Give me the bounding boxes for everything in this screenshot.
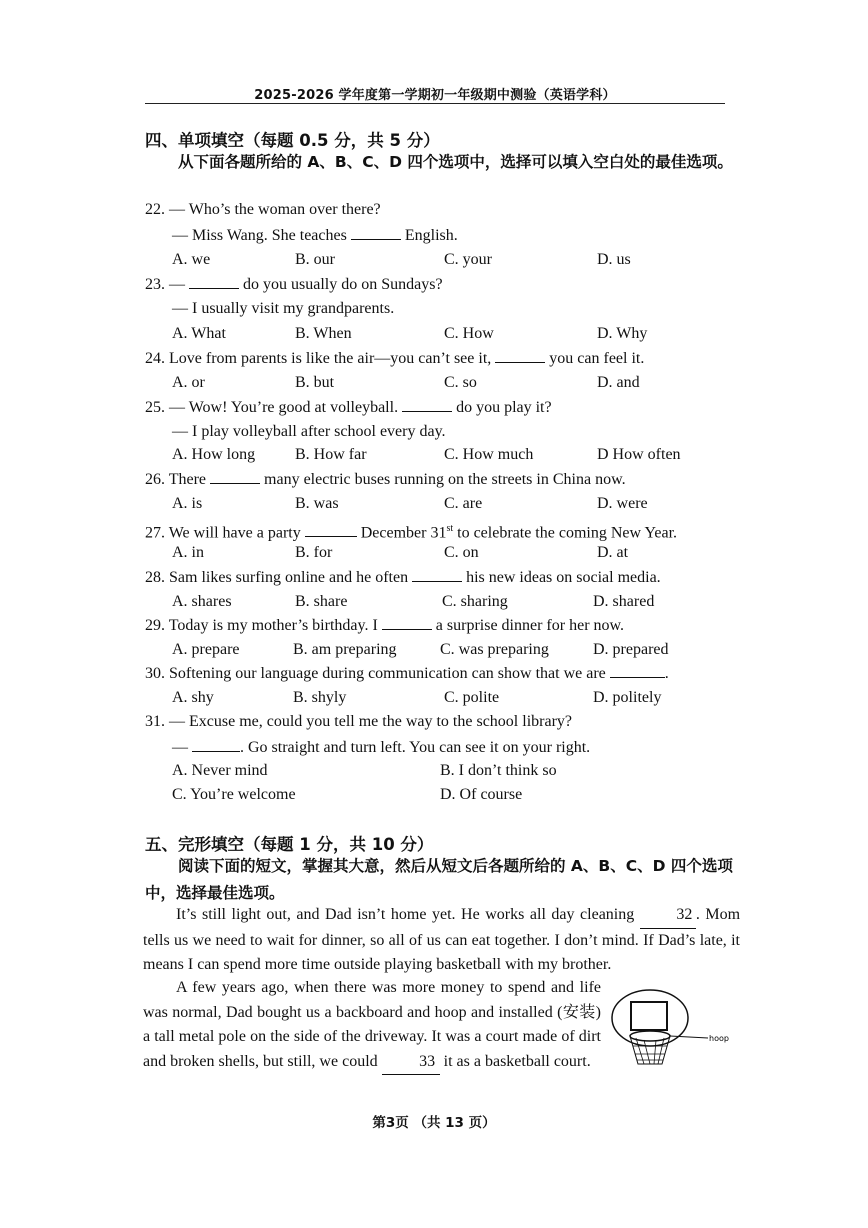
- basketball-hoop-icon: [608, 986, 738, 1072]
- question-number: 23.: [145, 276, 165, 293]
- option-a[interactable]: A. in: [172, 544, 204, 561]
- question-text: Love from parents is like the air—you can’t see it,: [169, 350, 492, 367]
- question-29: [145, 614, 745, 638]
- answer-blank[interactable]: [495, 348, 545, 363]
- option-d[interactable]: D. Why: [597, 325, 648, 342]
- option-c[interactable]: C. on: [444, 544, 479, 561]
- section-5-title: 五、完形填空（每题 1 分，共 10 分）: [145, 835, 434, 854]
- answer-blank[interactable]: [210, 469, 260, 484]
- section-5-instruction: 阅读下面的短文，掌握其大意，然后从短文后各题所给的 A、B、C、D 四个选项中，选择最佳选项。: [145, 857, 733, 902]
- question-number: 28.: [145, 569, 165, 586]
- question-31: [145, 710, 745, 734]
- question-text: do you usually do on Sundays?: [243, 276, 443, 293]
- option-b[interactable]: B. How far: [295, 446, 367, 463]
- option-b[interactable]: B. shyly: [293, 689, 347, 706]
- answer-blank[interactable]: [402, 397, 452, 412]
- question-22-line2: [172, 224, 458, 248]
- question-30: [145, 662, 745, 686]
- question-text: There: [168, 471, 207, 488]
- question-text: a surprise dinner for her now.: [435, 617, 625, 634]
- option-d[interactable]: D. Of course: [440, 786, 523, 803]
- basketball-hoop-figure: [608, 986, 738, 1072]
- blank-32[interactable]: 32: [640, 903, 696, 929]
- question-28: [145, 566, 745, 590]
- question-23-line2: — I usually visit my grandparents.: [172, 300, 395, 317]
- question-number: 29.: [145, 617, 165, 634]
- question-text: Today is my mother’s birthday. I: [168, 617, 378, 634]
- question-26: [145, 468, 745, 492]
- question-number: 25.: [145, 399, 165, 416]
- question-number: 31.: [145, 713, 165, 730]
- question-text: .: [664, 665, 669, 682]
- passage-paragraph-2: A few years ago, when there was more money to spend and life was normal, Dad bought us a backboard and hoop and installed (安装) a tall metal pole on the side of the driveway. It was a court made of dirt and broken shells, but still, we could 33 it as a basketball court.: [143, 976, 601, 1075]
- question-text: — Excuse me, could you tell me the way to the school library?: [169, 713, 572, 730]
- question-24: [145, 347, 745, 371]
- ordinal-suffix: st: [446, 523, 454, 534]
- question-text: . Go straight and turn left. You can see it on your right.: [240, 739, 591, 756]
- question-text: to celebrate the coming New Year.: [453, 524, 678, 542]
- option-d[interactable]: D. shared: [593, 593, 655, 610]
- answer-blank[interactable]: [351, 225, 401, 240]
- option-a[interactable]: A. Never mind: [172, 762, 268, 779]
- option-b[interactable]: B. for: [295, 544, 333, 561]
- blank-33[interactable]: 33: [382, 1050, 440, 1076]
- question-text: Sam likes surfing online and he often: [169, 569, 409, 586]
- question-23: [145, 273, 745, 297]
- option-d[interactable]: D. prepared: [593, 641, 669, 658]
- option-d[interactable]: D. at: [597, 544, 629, 561]
- question-number: 26.: [145, 471, 165, 488]
- question-text: — Who’s the woman over there?: [169, 201, 381, 218]
- option-c[interactable]: C. sharing: [442, 593, 508, 610]
- option-a[interactable]: A. shares: [172, 593, 232, 610]
- option-a[interactable]: A. or: [172, 374, 205, 391]
- option-c[interactable]: C. How much: [444, 446, 534, 463]
- option-a[interactable]: A. What: [172, 325, 226, 342]
- option-c[interactable]: C. How: [444, 325, 494, 342]
- header-rule: [145, 103, 725, 104]
- section-4-title: 四、单项填空（每题 0.5 分，共 5 分）: [145, 131, 440, 150]
- page-header: 2025-2026 学年度第一学期初一年级期中测验（英语学科）: [254, 88, 616, 103]
- question-27: [145, 517, 745, 545]
- answer-blank[interactable]: [412, 567, 462, 582]
- option-a[interactable]: A. is: [172, 495, 203, 512]
- question-text: — Miss Wang. She teaches: [172, 227, 347, 244]
- passage-paragraph-1: It’s still light out, and Dad isn’t home yet. He works all day cleaning 32 . Mom tells us we need to wait for dinner, so all of us can eat together. I don’t mind. If Dad’s late, it means I can spend more time outside playing basketball with my brother.: [143, 903, 740, 978]
- answer-blank[interactable]: [192, 737, 240, 752]
- question-31-line2: [172, 736, 590, 760]
- question-text: Softening our language during communication can show that we are: [169, 665, 606, 682]
- option-b[interactable]: B. was: [295, 495, 339, 512]
- option-c[interactable]: C. so: [444, 374, 477, 391]
- section-4-instruction: 从下面各题所给的 A、B、C、D 四个选项中，选择可以填入空白处的最佳选项。: [178, 153, 733, 171]
- option-d[interactable]: D. were: [597, 495, 648, 512]
- option-b[interactable]: B. I don’t think so: [440, 762, 557, 779]
- answer-blank[interactable]: [382, 615, 432, 630]
- option-b[interactable]: B. When: [295, 325, 352, 342]
- answer-blank[interactable]: [305, 522, 357, 537]
- question-25-line2: — I play volleyball after school every day.: [172, 423, 446, 440]
- question-22: [145, 198, 745, 222]
- cloze-passage-cont: [143, 976, 601, 1075]
- question-25: [145, 396, 745, 420]
- option-c[interactable]: C. You’re welcome: [172, 786, 296, 803]
- option-d[interactable]: D. politely: [593, 689, 662, 706]
- question-number: 24.: [145, 350, 165, 367]
- question-text: —: [172, 739, 188, 756]
- option-c[interactable]: C. polite: [444, 689, 500, 706]
- question-text: English.: [404, 227, 458, 244]
- option-a[interactable]: A. shy: [172, 689, 214, 706]
- cloze-passage: [143, 903, 740, 978]
- question-text: —: [169, 276, 185, 293]
- question-text: — Wow! You’re good at volleyball.: [169, 399, 399, 416]
- option-a[interactable]: A. How long: [172, 446, 256, 463]
- hoop-label: hoop: [709, 1034, 729, 1043]
- option-c[interactable]: C. are: [444, 495, 483, 512]
- question-number: 30.: [145, 665, 165, 682]
- option-b[interactable]: B. but: [295, 374, 335, 391]
- option-d[interactable]: D. and: [597, 374, 640, 391]
- question-text: his new ideas on social media.: [466, 569, 661, 586]
- question-text: you can feel it.: [549, 350, 645, 367]
- option-a[interactable]: A. prepare: [172, 641, 240, 658]
- option-b[interactable]: B. share: [295, 593, 348, 610]
- question-text: December 31: [360, 524, 447, 542]
- option-a[interactable]: A. we: [172, 251, 211, 268]
- question-text: We will have a party: [168, 524, 301, 542]
- answer-blank[interactable]: [189, 274, 239, 289]
- option-c[interactable]: C. your: [444, 251, 492, 268]
- option-c[interactable]: C. was preparing: [440, 641, 549, 658]
- question-number: 27.: [145, 524, 165, 542]
- option-b[interactable]: B. am preparing: [293, 641, 397, 658]
- question-text: do you play it?: [456, 399, 552, 416]
- question-text: many electric buses running on the streets in China now.: [264, 471, 626, 488]
- option-d[interactable]: D. us: [597, 251, 631, 268]
- option-b[interactable]: B. our: [295, 251, 335, 268]
- option-d[interactable]: D How often: [597, 446, 681, 463]
- answer-blank[interactable]: [610, 663, 665, 678]
- page-footer: 第3页 （共 13 页）: [372, 1115, 496, 1131]
- question-number: 22.: [145, 201, 165, 218]
